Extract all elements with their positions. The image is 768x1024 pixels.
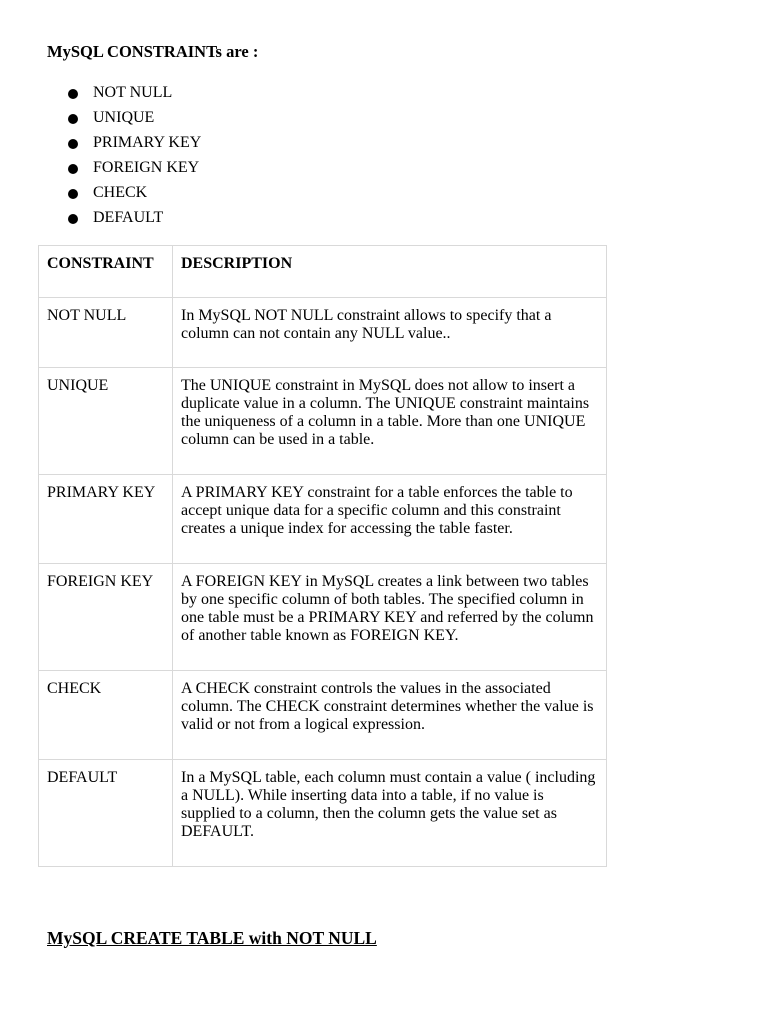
table-row	[39, 475, 607, 564]
constraint-bullet-list	[68, 80, 201, 230]
bullet-icon	[68, 89, 78, 99]
description-cell: In MySQL NOT NULL constraint allows to specify that a column can not contain any NULL value..	[173, 298, 607, 368]
intro-heading: MySQL CONSTRAINTs are :	[47, 42, 259, 61]
table-row	[39, 671, 607, 760]
list-item-label: CHECK	[93, 183, 148, 201]
column-header-description: DESCRIPTION	[173, 246, 607, 298]
description-cell: A PRIMARY KEY constraint for a table enforces the table to accept unique data for a specific column and this constraint creates a unique index for accessing the table faster.	[173, 475, 607, 564]
constraint-cell: DEFAULT	[39, 760, 173, 867]
column-header-constraint: CONSTRAINT	[39, 246, 173, 298]
list-item	[68, 105, 201, 130]
constraint-cell: CHECK	[39, 671, 173, 760]
constraints-table	[38, 245, 607, 867]
description-cell: A CHECK constraint controls the values in the associated column. The CHECK constraint determines whether the value is valid or not from a logical expression.	[173, 671, 607, 760]
bullet-icon	[68, 189, 78, 199]
list-item-label: UNIQUE	[93, 108, 155, 126]
constraint-cell: UNIQUE	[39, 368, 173, 475]
table-header-row	[39, 246, 607, 298]
list-item-label: NOT NULL	[93, 83, 173, 101]
list-item	[68, 180, 201, 205]
table-row	[39, 564, 607, 671]
bullet-icon	[68, 214, 78, 224]
description-cell: The UNIQUE constraint in MySQL does not allow to insert a duplicate value in a column. The UNIQUE constraint maintains the uniqueness of a column in a table. More than one UNIQUE column can be used in a table.	[173, 368, 607, 475]
list-item	[68, 205, 201, 230]
bullet-icon	[68, 114, 78, 124]
list-item-label: PRIMARY KEY	[93, 133, 202, 151]
list-item-label: FOREIGN KEY	[93, 158, 200, 176]
description-cell: In a MySQL table, each column must contain a value ( including a NULL). While inserting data into a table, if no value is supplied to a column, then the column gets the value set as DEFAULT.	[173, 760, 607, 867]
bullet-icon	[68, 164, 78, 174]
table-row	[39, 760, 607, 867]
constraint-cell: NOT NULL	[39, 298, 173, 368]
description-cell: A FOREIGN KEY in MySQL creates a link between two tables by one specific column of both tables. The specified column in one table must be a PRIMARY KEY and referred by the column of another table known as FOREIGN KEY.	[173, 564, 607, 671]
table-row	[39, 298, 607, 368]
bullet-icon	[68, 139, 78, 149]
list-item-label: DEFAULT	[93, 208, 164, 226]
section-heading: MySQL CREATE TABLE with NOT NULL	[47, 928, 377, 948]
constraint-cell: FOREIGN KEY	[39, 564, 173, 671]
constraint-cell: PRIMARY KEY	[39, 475, 173, 564]
list-item	[68, 130, 201, 155]
list-item	[68, 80, 201, 105]
table-row	[39, 368, 607, 475]
list-item	[68, 155, 201, 180]
